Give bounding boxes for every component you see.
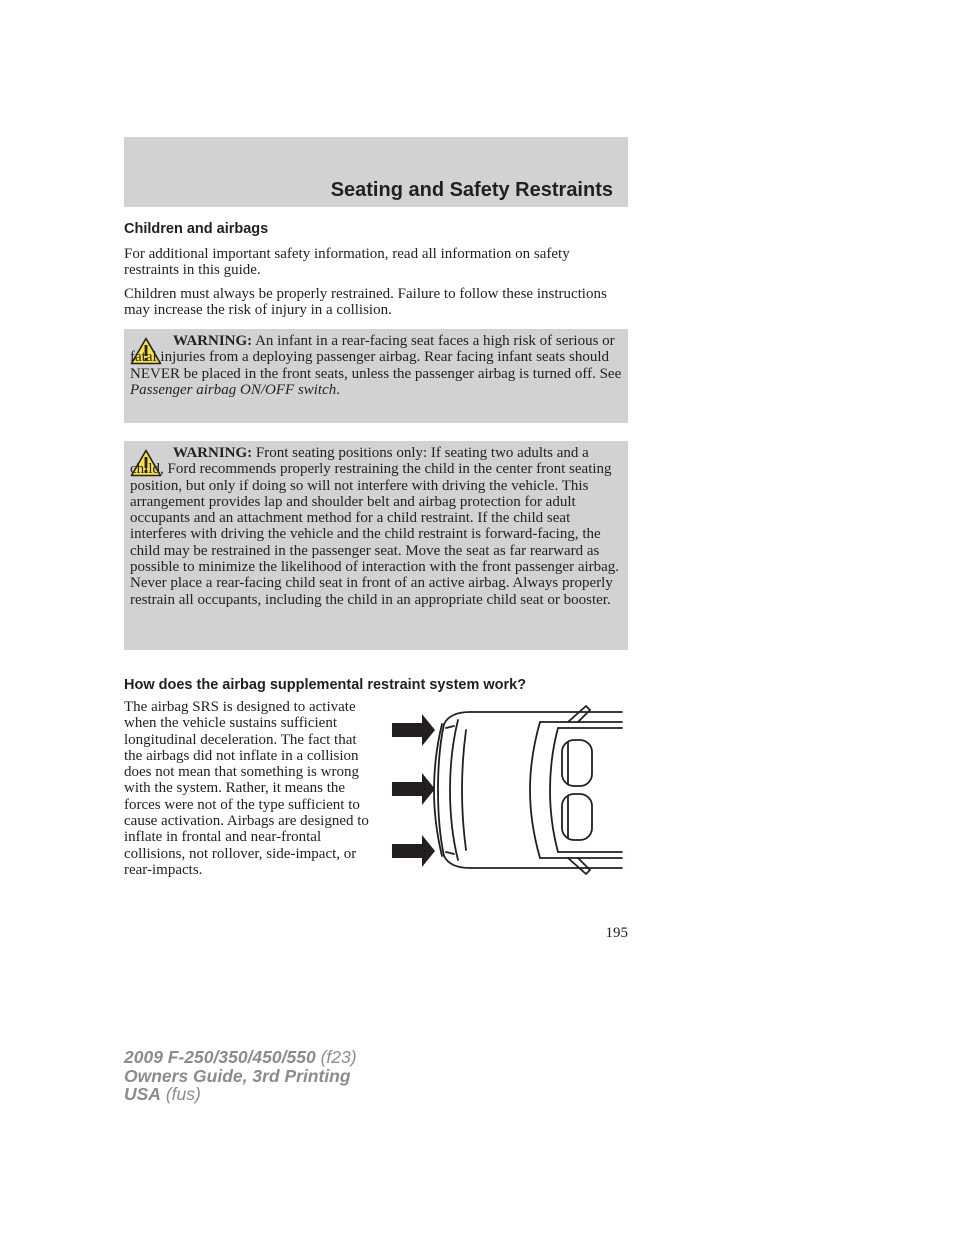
cross-reference-link: Passenger airbag ON/OFF switch <box>130 381 337 398</box>
warning-end: . <box>336 381 340 398</box>
srs-paragraph: The airbag SRS is designed to activate when the vehicle sustains sufficient longitudinal deceleration. The fact that the airbags did not inflate in a collision does not mean that something is wrong with the system. Rather, it means the forces were not of the type sufficient to cause activation. Airbags are designed to inflate in frontal and near-frontal collisions, not rollover, side-impact, or rear-impacts. <box>124 699 369 878</box>
children-airbags-heading: Children and airbags <box>124 221 269 237</box>
vehicle-outline-icon <box>434 706 622 874</box>
impact-arrow-icon <box>392 773 435 805</box>
page-number: 195 <box>605 925 628 941</box>
footer-market-code: (fus) <box>160 1084 201 1104</box>
footer-edition: Owners Guide, 3rd Printing <box>124 1065 351 1086</box>
warning-label: WARNING: <box>173 445 253 461</box>
footer-market: USA <box>124 1084 161 1104</box>
srs-heading: How does the airbag supplemental restraint system work? <box>124 677 527 693</box>
warning-body: An infant in a rear-facing seat faces a high risk of serious or fatal injuries from a deploying passenger airbag. Rear facing infant seats should NEVER be placed in the front seats, unless the passenger airbag is turned off. See <box>130 333 622 382</box>
warning-label: WARNING: <box>173 333 253 349</box>
warning-box-front-seating <box>124 441 628 650</box>
children-airbags-para-1: For additional important safety information, read all information on safety restraints in this guide. <box>124 246 570 279</box>
warning-text-infant-seat <box>130 333 622 398</box>
document-footer <box>124 1048 357 1104</box>
footer-model: 2009 F-250/350/450/550 <box>124 1047 316 1067</box>
warning-body: Front seating positions only: If seating two adults and a child, Ford recommends properly restraining the child in the center front seating position, but only if doing so will not interfere with driving the vehicle. This arrangement provides lap and shoulder belt and airbag protection for adult occupants and an attachment method for a child restraint. If the child seat interferes with driving the vehicle and the child restraint is forward-facing, the child may be restrained in the passenger seat. Move the seat as far rearward as possible to minimize the likelihood of interaction with the front passenger airbag. Never place a rear-facing child seat in front of an active airbag. Always properly restrain all occupants, including the child in an appropriate child seat or booster. <box>130 445 620 608</box>
impact-arrow-icons <box>392 714 435 867</box>
children-airbags-para-2: Children must always be properly restrained. Failure to follow these instructions may increase the risk of injury in a collision. <box>124 286 607 319</box>
impact-arrow-icon <box>392 714 435 746</box>
warning-box-infant-seat <box>124 329 628 423</box>
section-title: Seating and Safety Restraints <box>330 179 613 201</box>
footer-model-code: (f23) <box>315 1047 357 1067</box>
vehicle-frontal-impact-illustration <box>390 702 624 880</box>
impact-arrow-icon <box>392 835 435 867</box>
section-header-band <box>124 137 628 207</box>
warning-text-front-seating <box>130 445 622 608</box>
